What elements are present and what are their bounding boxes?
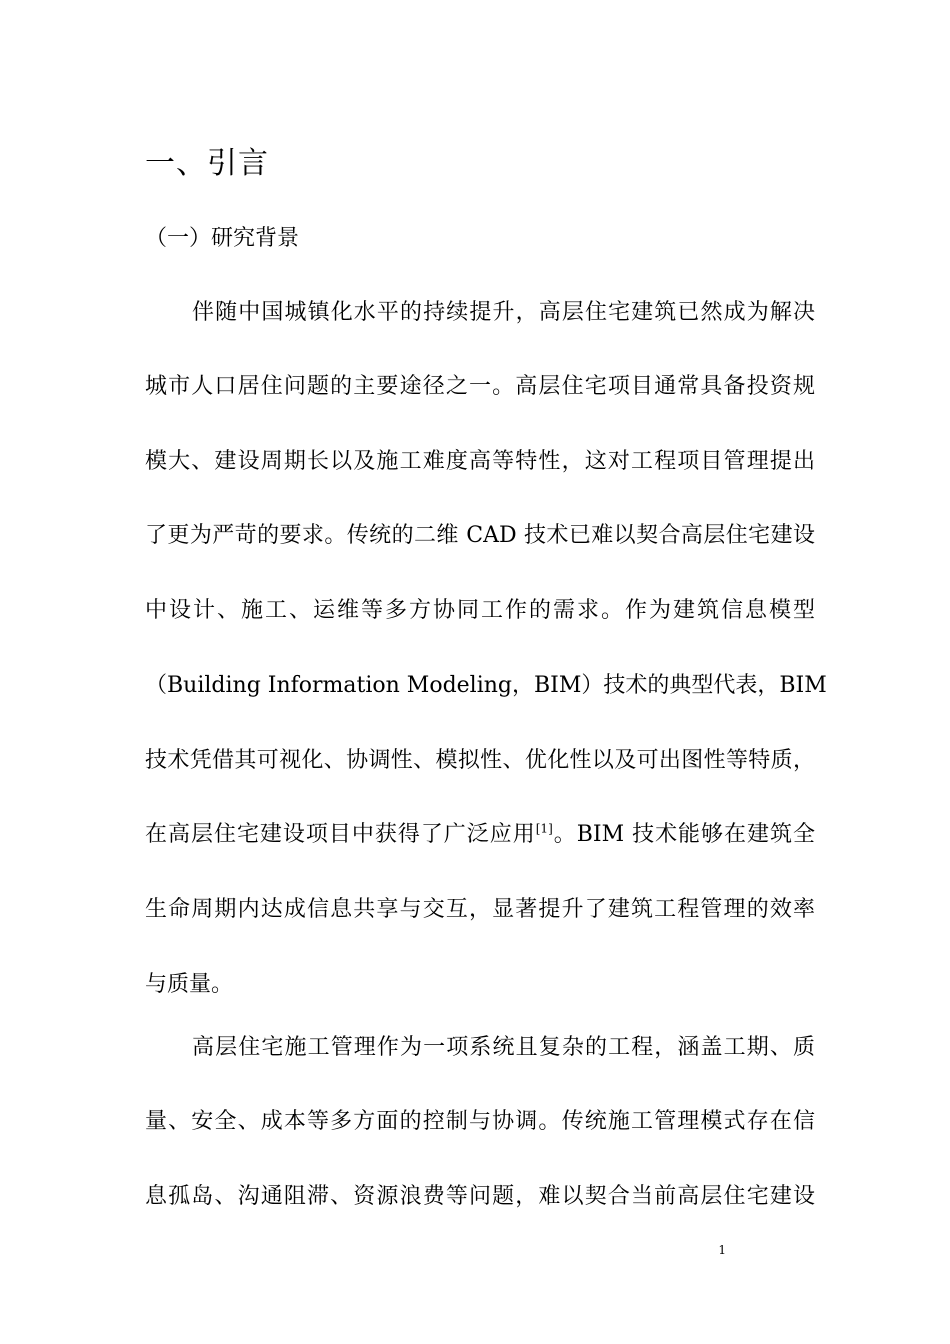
paragraph-1-line-4: 了更为严苛的要求。传统的二维 CAD 技术已难以契合高层住宅建设 <box>145 523 815 548</box>
paragraph-1-line-1: 伴随中国城镇化水平的持续提升，高层住宅建筑已然成为解决 <box>192 300 815 325</box>
section-heading: 一、引言 <box>145 146 269 181</box>
citation-marker: [1] <box>535 821 553 836</box>
paragraph-2-line-2: 量、安全、成本等多方面的控制与协调。传统施工管理模式存在信 <box>145 1109 815 1134</box>
paragraph-1-line-5: 中设计、施工、运维等多方协同工作的需求。作为建筑信息模型 <box>145 598 815 623</box>
paragraph-1-line-6: （Building Information Modeling，BIM）技术的典型代表，BIM <box>145 673 827 698</box>
subsection-heading: （一）研究背景 <box>145 226 300 251</box>
paragraph-1-line-9: 生命周期内达成信息共享与交互，显著提升了建筑工程管理的效率 <box>145 897 815 922</box>
paragraph-2-line-3: 息孤岛、沟通阻滞、资源浪费等问题，难以契合当前高层住宅建设 <box>145 1184 815 1209</box>
paragraph-1-line-2: 城市人口居住问题的主要途径之一。高层住宅项目通常具备投资规 <box>145 374 815 399</box>
paragraph-1-line-7: 技术凭借其可视化、协调性、模拟性、优化性以及可出图性等特质， <box>145 748 815 773</box>
paragraph-1-line-8 <box>145 815 815 855</box>
page-number: 1 <box>718 1243 726 1257</box>
paragraph-2-line-1: 高层住宅施工管理作为一项系统且复杂的工程，涵盖工期、质 <box>192 1035 815 1060</box>
paragraph-1-line-3: 模大、建设周期长以及施工难度高等特性，这对工程项目管理提出 <box>145 449 815 474</box>
paragraph-1-line-8-text-b: 。BIM 技术能够在建筑全 <box>552 822 815 847</box>
paragraph-1-line-10: 与质量。 <box>145 972 234 997</box>
paragraph-1-line-8-text-a: 在高层住宅建设项目中获得了广泛应用 <box>145 822 536 847</box>
